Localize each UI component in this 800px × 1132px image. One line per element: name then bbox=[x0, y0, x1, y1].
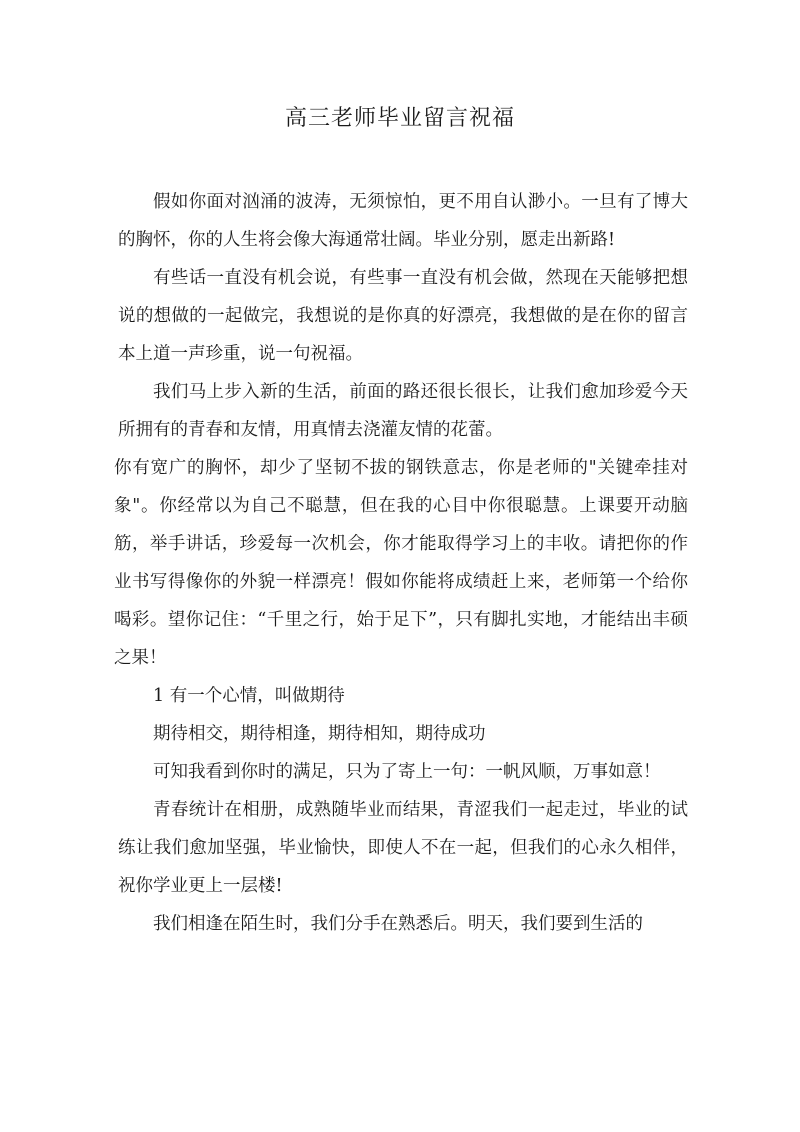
paragraph-1: 假如你面对汹涌的波涛，无须惊怕，更不用自认渺小。一旦有了博大的胸怀，你的人生将会像大海通常壮阔。毕业分别，愿走出新路! bbox=[118, 192, 688, 250]
paragraph-4: 你有宽广的胸怀，却少了坚韧不拔的钢铁意志，你是老师的"关键牵挂对象"。你经常以为自己不聪慧，但在我的心目中你很聪慧。上课要开动脑筋，举手讲话，珍爱每一次机会，你才能取得学习上的丰收。请把你的作业书写得像你的外貌一样漂亮！假如你能将成绩赶上来，老师第一个给你喝彩。望你记住：“千里之行，始于足下”，只有脚扎实地，才能结出丰硕之果！ bbox=[114, 458, 688, 668]
paragraph-9: 我们相逢在陌生时，我们分手在熟悉后。明天，我们要到生活的 bbox=[153, 914, 643, 934]
paragraph-7: 可知我看到你时的满足，只为了寄上一句：一帆风顺，万事如意！ bbox=[153, 762, 661, 782]
paragraph-8: 青春统计在相册，成熟随毕业而结果，青涩我们一起走过，毕业的试练让我们愈加坚强，毕业愉快，即使人不在一起，但我们的心永久相伴，祝你学业更上一层楼! bbox=[118, 800, 688, 896]
paragraph-3: 我们马上步入新的生活，前面的路还很长很长，让我们愈加珍爱今天所拥有的青春和友情，用真情去浇灌友情的花蕾。 bbox=[118, 382, 688, 440]
document-title: 高三老师毕业留言祝福 bbox=[284, 106, 515, 131]
paragraph-6: 期待相交，期待相逢，期待相知，期待成功 bbox=[153, 724, 486, 744]
paragraph-2: 有些话一直没有机会说，有些事一直没有机会做，然现在天能够把想说的想做的一起做完，我想说的是你真的好漂亮，我想做的是在你的留言本上道一声珍重，说一句祝福。 bbox=[118, 268, 688, 364]
paragraph-5: 1 有一个心情，叫做期待 bbox=[153, 686, 345, 706]
document-body bbox=[114, 183, 688, 943]
